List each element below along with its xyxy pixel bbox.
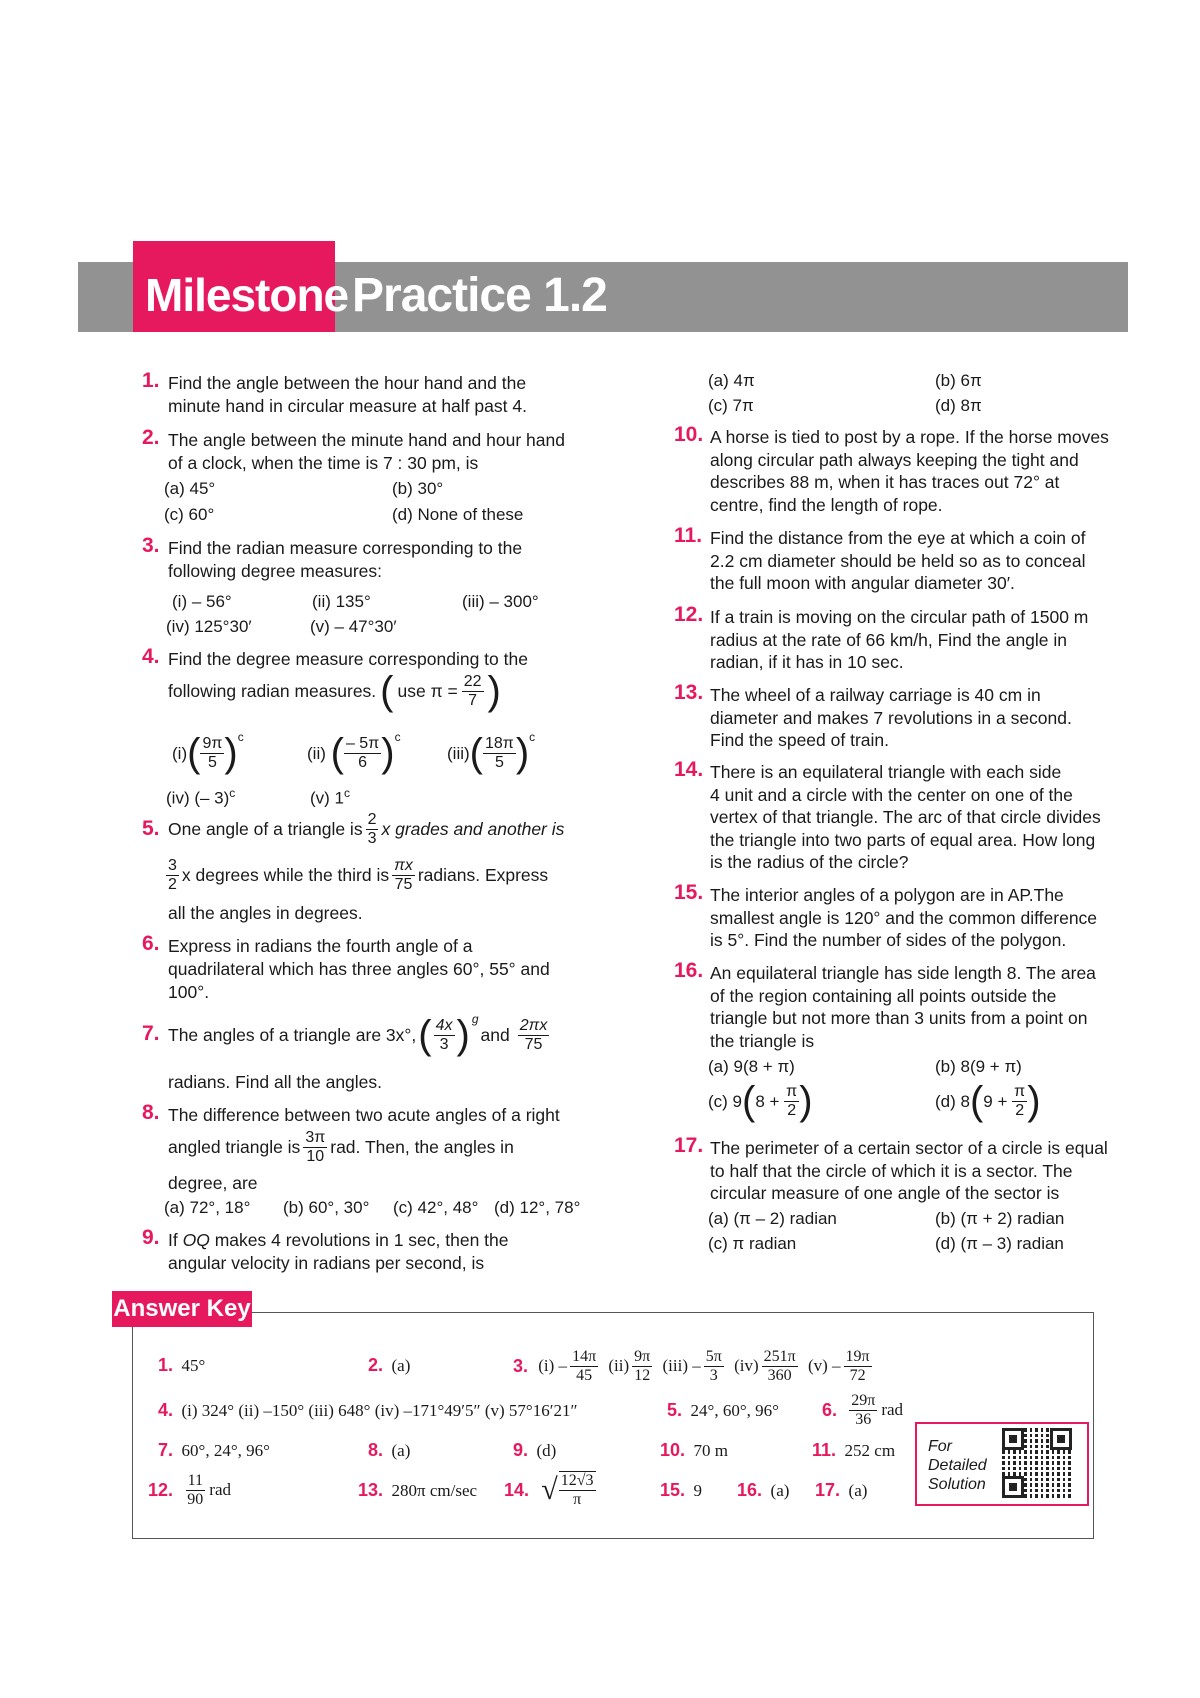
use-pi-label: use π = (397, 680, 458, 701)
question-text: diameter and makes 7 revolutions in a second. (710, 708, 1072, 728)
question-text: smallest angle is 120° and the common difference (710, 908, 1098, 928)
question-text-line (168, 664, 501, 718)
question-text: If a train is moving on the circular path of 1500 m (710, 607, 1089, 627)
question-number: 12. (674, 603, 704, 626)
question-text: quadrilateral which has three angles 60°, 55° and (168, 959, 550, 979)
option: (c) 7π (708, 396, 754, 415)
question-text: An equilateral triangle has side length 8. The area (710, 963, 1096, 983)
question-text: following radian measures. (168, 680, 377, 701)
question-text-line: The angles of a triangle are 3x°, ( $\frac{4x}{3}$ ) g and $\frac{2\pi x}{75}$ (168, 1012, 548, 1057)
question-text: Find the distance from the eye at which a coin of (710, 528, 1086, 548)
question-text: There is an equilateral triangle with each side (710, 762, 1062, 782)
option: (c) 60° (164, 505, 215, 524)
option: (c) π radian (708, 1234, 797, 1253)
question-text: along circular path always keeping the tight and (710, 450, 1079, 470)
answer: 1. 45° (158, 1355, 206, 1375)
question-number: 17. (674, 1134, 704, 1157)
option: (a) 45° (164, 479, 216, 498)
answer: 3. (i) – $\frac{14\pi}{45}$ (ii) $\frac{9\pi}{12}$ (iii) – $\frac{5\pi}{3}$ (iv) $\frac{251\pi}{360}$ (v) – $\frac{19\pi}{72}$ (513, 1347, 870, 1384)
option: (d) (π – 3) radian (935, 1234, 1064, 1253)
answer: 9. (d) (513, 1440, 557, 1460)
answer: 12. $\frac{11}{90}$ rad (148, 1471, 231, 1508)
question-text: circular measure of one angle of the sector is (710, 1183, 1060, 1203)
option-i: (i) ( $\frac{9\pi}{5}$ ) c (172, 730, 244, 775)
question-text: the triangle is (710, 1031, 815, 1051)
question-text: of the region containing all points outside the (710, 986, 1057, 1006)
question-text: to half that the circle of which it is a sector. The (710, 1161, 1073, 1181)
option: (b) 8(9 + π) (935, 1057, 1022, 1076)
answer: 15. 9 (660, 1480, 703, 1500)
question-text-line: $\frac{3}{2}$ x degrees while the third is $\frac{\pi x}{75}$ radians. Express (168, 856, 549, 893)
question-text: angular velocity in radians per second, is (168, 1253, 485, 1273)
option: (v) – 47°30′ (310, 617, 397, 636)
question-text: is 5°. Find the number of sides of the polygon. (710, 930, 1067, 950)
question-number: 4. (142, 645, 160, 668)
question-text: Express in radians the fourth angle of a (168, 936, 473, 956)
paren-open: ( (380, 669, 394, 713)
question-text: 4 unit and a circle with the center on one of the (710, 785, 1073, 805)
option: (b) 30° (392, 479, 444, 498)
question-number: 15. (674, 881, 704, 904)
answer: 7. 60°, 24°, 96° (158, 1440, 270, 1460)
question-number: 1. (142, 369, 160, 392)
question-text: of a clock, when the time is 7 : 30 pm, is (168, 453, 479, 473)
option: (iii) – 300° (462, 592, 539, 611)
question-text: Find the degree measure corresponding to the (168, 649, 528, 669)
option: (a) 9(8 + π) (708, 1057, 795, 1076)
question-text: the triangle into two parts of equal area. How long (710, 830, 1096, 850)
question-number: 16. (674, 959, 704, 982)
question-text: The angle between the minute hand and hour hand (168, 430, 565, 450)
option: (c) 42°, 48° (393, 1198, 479, 1217)
question-text: A horse is tied to post by a rope. If the horse moves (710, 427, 1109, 447)
question-number: 13. (674, 681, 704, 704)
answer: 14. √ $\frac{12√3}{\pi}$ (504, 1472, 594, 1508)
question-text: radius at the rate of 66 km/h, Find the angle in (710, 630, 1068, 650)
option: (b) 6π (935, 371, 982, 390)
answer: 5. 24°, 60°, 96° (667, 1400, 779, 1420)
question-text: degree, are (168, 1173, 258, 1193)
question-number: 14. (674, 758, 704, 781)
question-text: 2.2 cm diameter should be held so as to conceal (710, 551, 1086, 571)
option: (d) 8 ( 9 + $\frac{\pi}{2}$ ) (935, 1079, 1041, 1123)
header-title-practice: Practice 1.2 (352, 269, 607, 322)
option: (i) – 56° (172, 592, 232, 611)
question-text: vertex of that triangle. The arc of that circle divides (710, 807, 1101, 827)
question-number: 5. (142, 817, 160, 840)
question-text: The difference between two acute angles of a right (168, 1105, 560, 1125)
question-text: Find the radian measure corresponding to the (168, 538, 523, 558)
question-number: 6. (142, 932, 160, 955)
option: (ii) 135° (312, 592, 371, 611)
question-text: Find the speed of train. (710, 730, 889, 750)
option: (a) 4π (708, 371, 755, 390)
answer: 6. $\frac{29\pi}{36}$ rad (822, 1391, 904, 1428)
header-title-milestone: Milestone (145, 269, 349, 321)
option-ii: (ii) ( $\frac{- 5\pi}{6}$ ) c (307, 730, 401, 775)
option: (d) 8π (935, 396, 982, 415)
answer: 17. (a) (815, 1480, 868, 1500)
option: (d) 12°, 78° (494, 1198, 581, 1217)
option-v: (v) 1$^c$ (310, 786, 350, 808)
question-text: minute hand in circular measure at half past 4. (168, 396, 527, 416)
question-number: 3. (142, 534, 160, 557)
question-number: 7. (142, 1022, 160, 1045)
fraction: $\frac{22}{7}$ (463, 672, 482, 709)
question-text: all the angles in degrees. (168, 903, 363, 923)
question-number: 2. (142, 426, 160, 449)
answer-key-title: Answer Key (112, 1291, 252, 1327)
option: (b) (π + 2) radian (935, 1209, 1065, 1228)
option: (b) 60°, 30° (283, 1198, 370, 1217)
option: (c) 9 ( 8 + $\frac{\pi}{2}$ ) (708, 1079, 813, 1123)
answer: 10. 70 m (660, 1440, 729, 1460)
question-text: The interior angles of a polygon are in AP.The (710, 885, 1064, 905)
option-iii: (iii) ( $\frac{18\pi}{5}$ ) c (447, 730, 536, 775)
question-text-line: If OQ makes 4 revolutions in 1 sec, then the (168, 1230, 509, 1250)
answer: 11. 252 cm (812, 1440, 896, 1460)
option: (a) (π – 2) radian (708, 1209, 837, 1228)
question-number: 10. (674, 423, 704, 446)
question-text: radians. Find all the angles. (168, 1072, 383, 1092)
question-number: 11. (674, 524, 703, 547)
question-text: Find the angle between the hour hand and the (168, 373, 527, 393)
question-text-line: One angle of a triangle is $\frac{2}{3}$ x grades and another is (168, 810, 565, 847)
question-text: The wheel of a railway carriage is 40 cm in (710, 685, 1041, 705)
question-text: describes 88 m, when it has traces out 72° at (710, 472, 1060, 492)
answer: 8. (a) (368, 1440, 411, 1460)
answer: 2. (a) (368, 1355, 411, 1375)
question-text: centre, find the length of rope. (710, 495, 943, 515)
qr-label: For Detailed Solution (928, 1438, 987, 1493)
paren-close: ) (487, 669, 501, 713)
question-text: following degree measures: (168, 561, 383, 581)
answer: 4. (i) 324° (ii) –150° (iii) 648° (iv) –171°49′5″ (v) 57°16′21″ (158, 1400, 578, 1420)
option-iv: (iv) (– 3)$^c$ (166, 786, 236, 808)
option: (a) 72°, 18° (164, 1198, 251, 1217)
qr-code-icon[interactable] (1002, 1428, 1072, 1498)
question-number: 8. (142, 1101, 160, 1124)
question-text: is the radius of the circle? (710, 852, 909, 872)
question-text: radian, if it has in 10 sec. (710, 652, 904, 672)
answer: 16. (a) (737, 1480, 790, 1500)
question-text: triangle but not more than 3 units from a point on (710, 1008, 1088, 1028)
option: (iv) 125°30′ (166, 617, 252, 636)
question-text-line: angled triangle is $\frac{3\pi}{10}$ rad. Then, the angles in (168, 1128, 514, 1165)
question-number: 9. (142, 1226, 160, 1249)
question-text: The perimeter of a certain sector of a circle is equal (710, 1138, 1108, 1158)
question-text: 100°. (168, 982, 210, 1002)
answer: 13. 280π cm/sec (358, 1480, 478, 1500)
option: (d) None of these (392, 505, 524, 524)
question-text: the full moon with angular diameter 30′. (710, 573, 1015, 593)
